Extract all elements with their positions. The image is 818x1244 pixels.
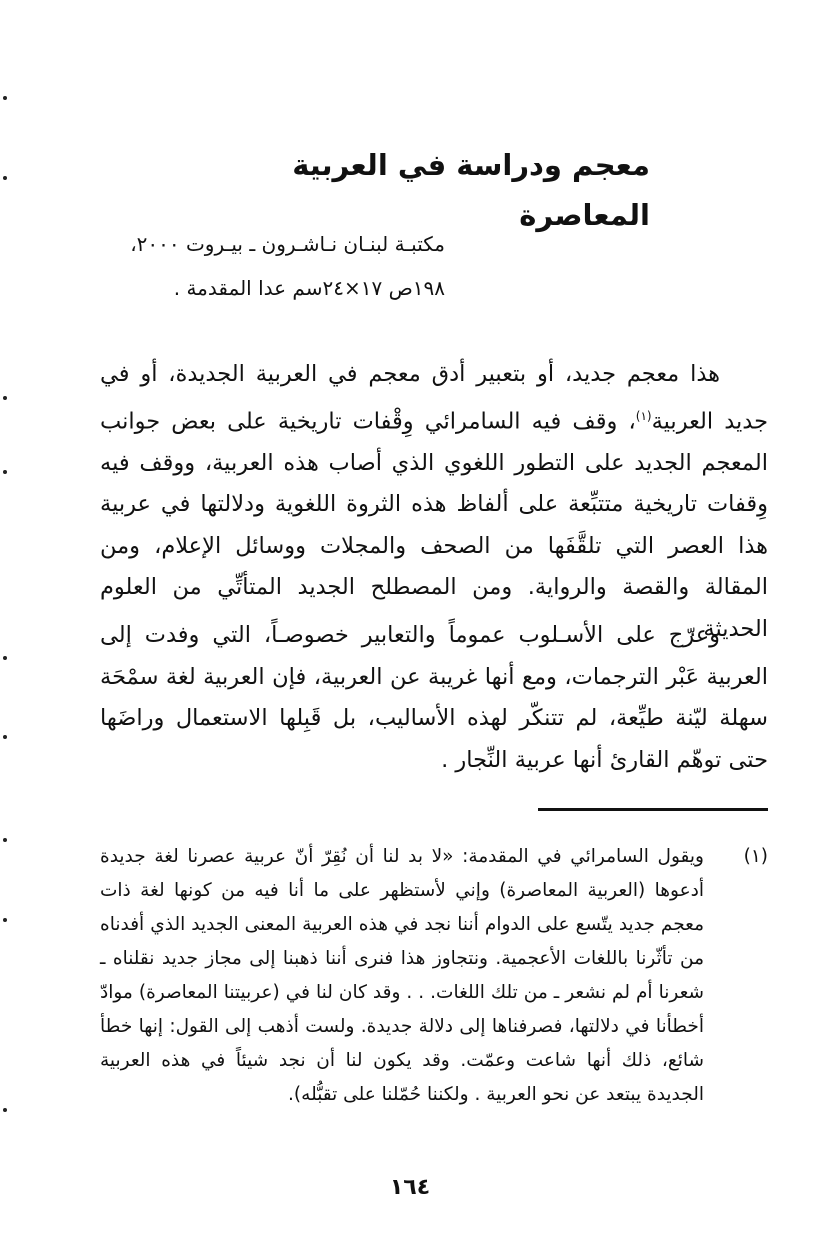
scan-mark [3, 918, 7, 922]
pages-size-line: ١٩٨ص ١٧×٢٤سم عدا المقدمة . [173, 276, 445, 300]
paragraph-2: وعرّج على الأسـلوب عموماً والتعابير خصوصـاً، التي وفدت إلى العربية عَبْر الترجمات، ومع أنها غريبة عن العربية، فإن العربية لغة سمْحَة سهلة ليّنة طيِّعة، لم تتنكّر لهذه الأساليب، بل قَبِلها الاستعمال وراضَها حتى توهّم القارئ أنها عربية النِّجار . [100, 622, 768, 773]
footnote-text: ويقول السامرائي في المقدمة: «لا بد لنا أن نُقِرّ أنّ عربية عصرنا لغة جديدة أدعوها (العربية المعاصرة) وإني لأستظهر على ما أنا فيه من كونها لغة ذات معجم جديد يتّسع على الدوام أننا نجد في هذه العربية المعنى الجديد الذي أفدناه من تأثّرنا باللغات الأعجمية. ونتجاوز هذا فنرى أننا ذهبنا إلى مجاز جديد نقلناه ـ شعرنا أم لم نشعر ـ من تلك اللغات. . . وقد كان لنا في (عربيتنا المعاصرة) موادّ أخطأنا في دلالتها، فصرفناها إلى دلالة جديدة. ولست أذهب إلى القول: إنها خطأ شائع، ذلك أنها شاعت وعمّت. وقد يكون لنا أن نجد شيئاً في هذه العربية الجديدة يبتعد عن نحو العربية . ولكننا حُمّلنا على تقبُّله). [100, 846, 704, 1105]
paragraph-1-rest: ، وقف فيه السامرائي وِقْفات تاريخية على بعض جوانب المعجم الجديد على التطور اللغوي الذي أصاب هذه العربية، ووقف فيه وِقفات تاريخية متتبِّعة على ألفاظ هذه الثروة اللغوية ودلالتها في عربية هذا العصر التي تلقَّفَها من الصحف والمجلات ووسائل الإعلام، ومن المقالة والقصة والرواية. ومن المصطلح الجديد المتأتِّي من العلوم الحديثة . [100, 408, 768, 642]
page-number: ١٦٤ [389, 1175, 431, 1200]
bibliographic-info [100, 222, 445, 310]
paragraph-1-start: هذا معجم جديد، أو بتعبير أدق معجم في العربية الجديدة، أو في جديد العربية [100, 361, 768, 434]
scan-mark [3, 176, 7, 180]
publisher-line: مكتبـة لبنـان نـاشـرون ـ بيـروت ٢٠٠٠، [130, 232, 445, 256]
scan-mark [3, 1108, 7, 1112]
scan-mark [3, 838, 7, 842]
page-title: معجم ودراسة في العربية المعاصرة [292, 148, 650, 232]
footnote-divider [538, 808, 768, 811]
scan-mark [3, 470, 7, 474]
footnote-number: (١) [743, 846, 768, 867]
paragraph-1 [100, 354, 768, 650]
scan-mark [3, 96, 7, 100]
scan-mark [3, 396, 7, 400]
scan-mark [3, 735, 7, 739]
footnote-reference[interactable]: (١) [635, 408, 652, 423]
scan-mark [3, 656, 7, 660]
